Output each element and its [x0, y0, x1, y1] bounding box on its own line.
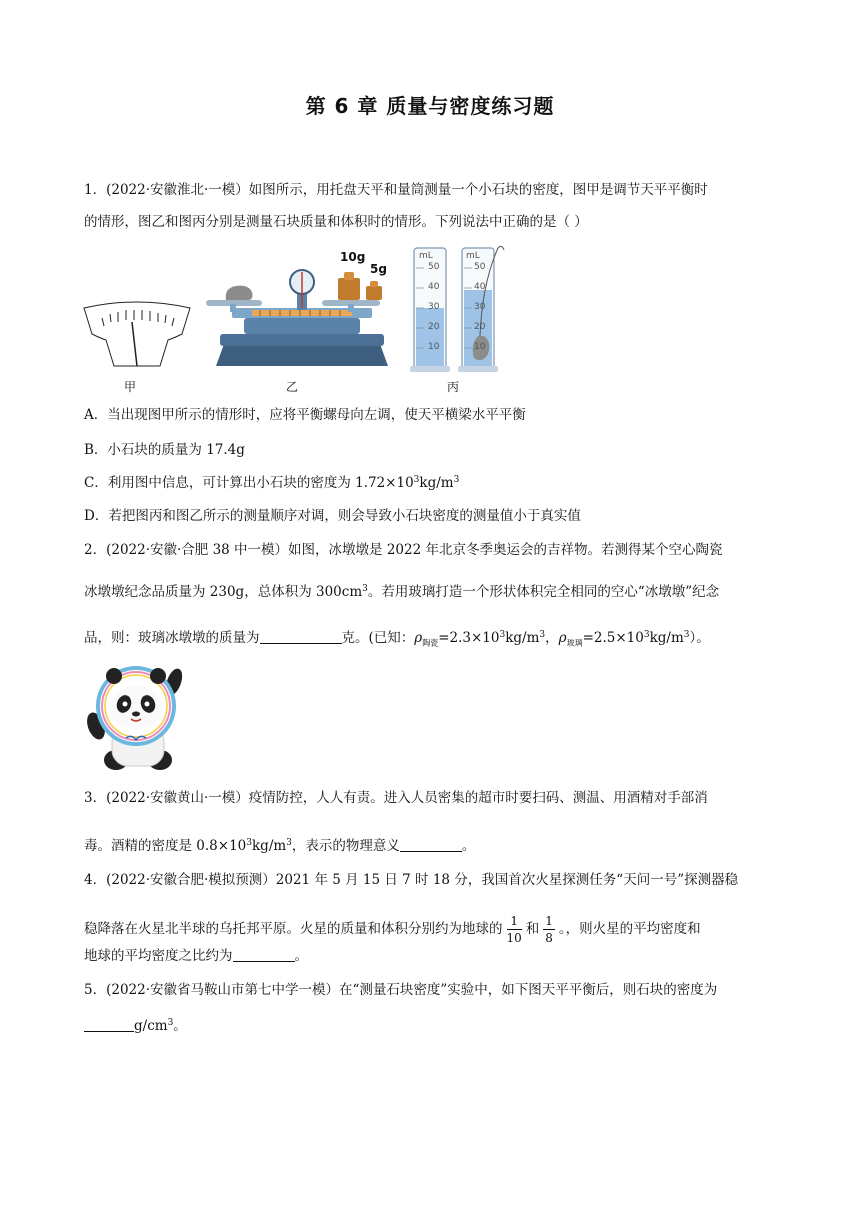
- cylinder-1-tick-50: 50: [428, 262, 440, 272]
- q3-line-1: 3．(2022·安徽黄山·一模）疫情防控，人人有责。进入人员密集的超市时要扫码、测温、用酒精对手部消: [84, 790, 708, 806]
- cylinder-2-tick-40: 40: [474, 282, 486, 292]
- q2-line-1: 2．(2022·安徽·合肥 38 中一模）如图，冰墩墩是 2022 年北京冬季奥运会的吉祥物。若测得某个空心陶瓷: [84, 542, 723, 558]
- page-title: 第 6 章 质量与密度练习题: [305, 94, 555, 118]
- q2-answer-blank: [260, 629, 342, 644]
- cylinder-1-unit: mL: [419, 251, 433, 261]
- cylinder-2-tick-30: 30: [474, 302, 486, 312]
- weight-10g-label: 10g: [340, 250, 366, 264]
- q5-line-1: 5．(2022·安徽省马鞍山市第七中学一模）在“测量石块密度”实验中，如下图天平平衡后，则石块的密度为: [84, 982, 718, 998]
- q1-option-a: A．当出现图甲所示的情形时，应将平衡螺母向左调，使天平横梁水平平衡: [84, 407, 526, 423]
- cylinder-1-tick-40: 40: [428, 282, 440, 292]
- figure-bing-cylinders: [408, 244, 508, 376]
- figure-jia-label: 甲: [124, 380, 137, 394]
- q2-line-2: 冰墩墩纪念品质量为 230g，总体积为 $300cm^3$。若用玻璃打造一个形状体积完全相同的空心“冰墩墩”纪念: [84, 584, 720, 600]
- cylinder-1-tick-20: 20: [428, 322, 440, 332]
- q1-option-b: B．小石块的质量为 17.4g: [84, 442, 245, 458]
- q4-line-2: 稳降落在火星北半球的乌托邦平原。火星的质量和体积分别约为地球的 $\frac{1}{10}$ 和 $\frac{1}{8}$ 。，则火星的平均密度和: [84, 914, 701, 945]
- q4-line-3: 地球的平均密度之比约为 。: [84, 948, 308, 964]
- cylinder-2-unit: mL: [466, 251, 480, 261]
- q4-line-1: 4．(2022·安徽合肥·模拟预测）2021 年 5 月 15 日 7 时 18 分，我国首次火星探测任务“天问一号”探测器稳: [84, 872, 739, 888]
- figure-bing-label: 丙: [447, 380, 460, 394]
- fraction-1-10: $\frac{1}{10}$: [506, 914, 522, 945]
- figure-yi-label: 乙: [286, 380, 299, 394]
- cylinder-2-tick-10: 10: [474, 342, 486, 352]
- fraction-1-8: $\frac{1}{8}$: [545, 914, 553, 945]
- cylinder-2-tick-50: 50: [474, 262, 486, 272]
- q4-answer-blank: [233, 947, 295, 962]
- q3-line-2: 毒。酒精的密度是 $0.8\times 10^3kg/m^3$，表示的物理意义 。: [84, 838, 476, 854]
- bing-dwen-dwen-image: [82, 662, 192, 776]
- q2-line-3: 品，则：玻璃冰墩墩的质量为 克。(已知：$\rho_{陶瓷}=2.3\times 10^3kg/m^3$，$\rho_{玻璃}=2.5\times 10^3kg/m^3$）。: [84, 630, 710, 648]
- cylinder-2-tick-20: 20: [474, 322, 486, 332]
- q1-option-c: C．利用图中信息，可计算出小石块的密度为 $1.72\times 10^3kg/m^3$: [84, 475, 460, 491]
- q1-option-d: D．若把图丙和图乙所示的测量顺序对调，则会导致小石块密度的测量值小于真实值: [84, 508, 581, 524]
- q5-line-2: $g/cm^3$。: [84, 1016, 784, 1036]
- q5-answer-blank: [84, 1017, 134, 1032]
- q1-line-1: 1．(2022·安徽淮北·一模）如图所示，用托盘天平和量筒测量一个小石块的密度，图甲是调节天平平衡时: [84, 182, 708, 198]
- figure-jia-scale-dial: [82, 300, 192, 376]
- q3-answer-blank: [400, 837, 462, 852]
- q1-line-2: 的情形，图乙和图丙分别是测量石块质量和体积时的情形。下列说法中正确的是（ ）: [84, 214, 588, 230]
- weight-5g-label: 5g: [370, 262, 387, 276]
- cylinder-1-tick-30: 30: [428, 302, 440, 312]
- cylinder-1-tick-10: 10: [428, 342, 440, 352]
